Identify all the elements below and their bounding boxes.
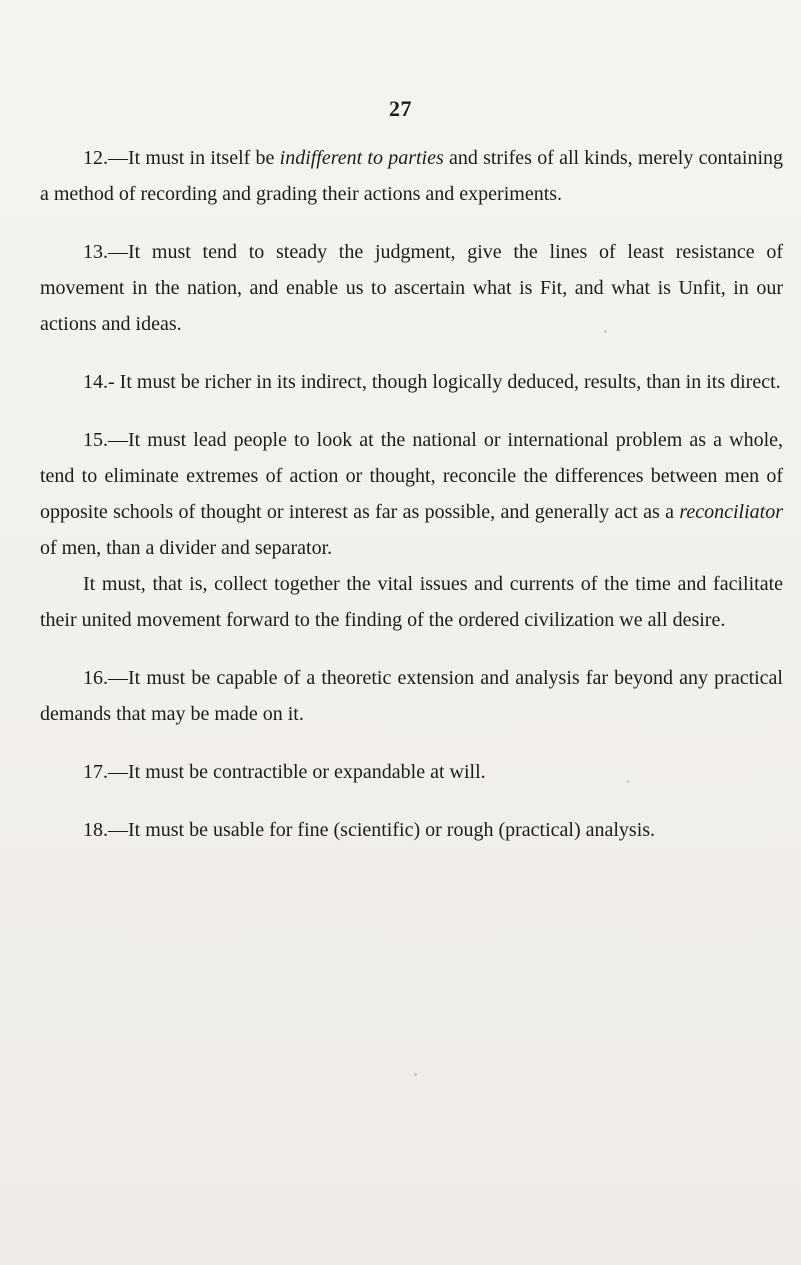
paragraph-text: It must, that is, collect together the vital issues and currents of the time and facilitate their united movement forward to the finding of the ordered civilization we all desire. [40,573,783,631]
paragraph-15-continuation [40,566,783,638]
paragraph-text: It must lead people to look at the national or international problem as a whole, tend to eliminate extremes of action or thought, reconcile the differences between men of opposite schools of thought or interest as far as possible, and generally act as a [40,429,783,523]
paragraph-14 [40,364,783,400]
paragraph-16 [40,660,783,732]
paper-speck [627,780,629,783]
paragraph-text-continued: of men, than a divider and separator. [40,537,333,559]
paragraph-number: 16. [83,667,108,689]
paragraph-18 [40,812,783,848]
paragraph-separator: — [108,819,128,841]
paragraph-15 [40,422,783,566]
paragraph-text: It must be richer in its indirect, though logically deduced, results, than in its direct. [119,371,781,393]
paragraph-12 [40,140,783,212]
italic-phrase: indifferent to parties [279,147,444,169]
paragraph-text: It must tend to steady the judgment, give the lines of least resistance of movement in the nation, and enable us to ascertain what is Fit, and what is Unfit, in our actions and ideas. [40,241,783,335]
italic-phrase: reconciliator [679,501,783,523]
document-body [40,140,783,870]
paragraph-number: 14. [83,371,108,393]
paragraph-separator: — [108,761,128,783]
paragraph-number: 18. [83,819,108,841]
paper-speck [414,1073,417,1076]
paragraph-number: 17. [83,761,108,783]
paragraph-number: 12. [83,147,108,169]
paragraph-text-continued: and strifes of all kinds, merely containing a method of recording and grading their actions and experiments. [40,147,784,205]
paragraph-text: It must be contractible or expandable at will. [128,761,486,783]
paragraph-separator: - [108,371,120,393]
paragraph-separator: — [108,147,128,169]
paragraph-number: 13. [83,241,108,263]
paragraph-number: 15. [83,429,108,451]
paragraph-separator: — [108,429,128,451]
page-number: 27 [389,96,412,121]
paragraph-text: It must be usable for fine (scientific) or rough (practical) analysis. [128,819,656,841]
paragraph-separator: — [108,241,128,263]
paper-speck [604,330,607,333]
paragraph-text: It must be capable of a theoretic extension and analysis far beyond any practical demands that may be made on it. [40,667,783,725]
paragraph-text: It must in itself be [128,147,280,169]
paragraph-separator: — [108,667,128,689]
paragraph-13 [40,234,783,342]
paragraph-17 [40,754,783,790]
